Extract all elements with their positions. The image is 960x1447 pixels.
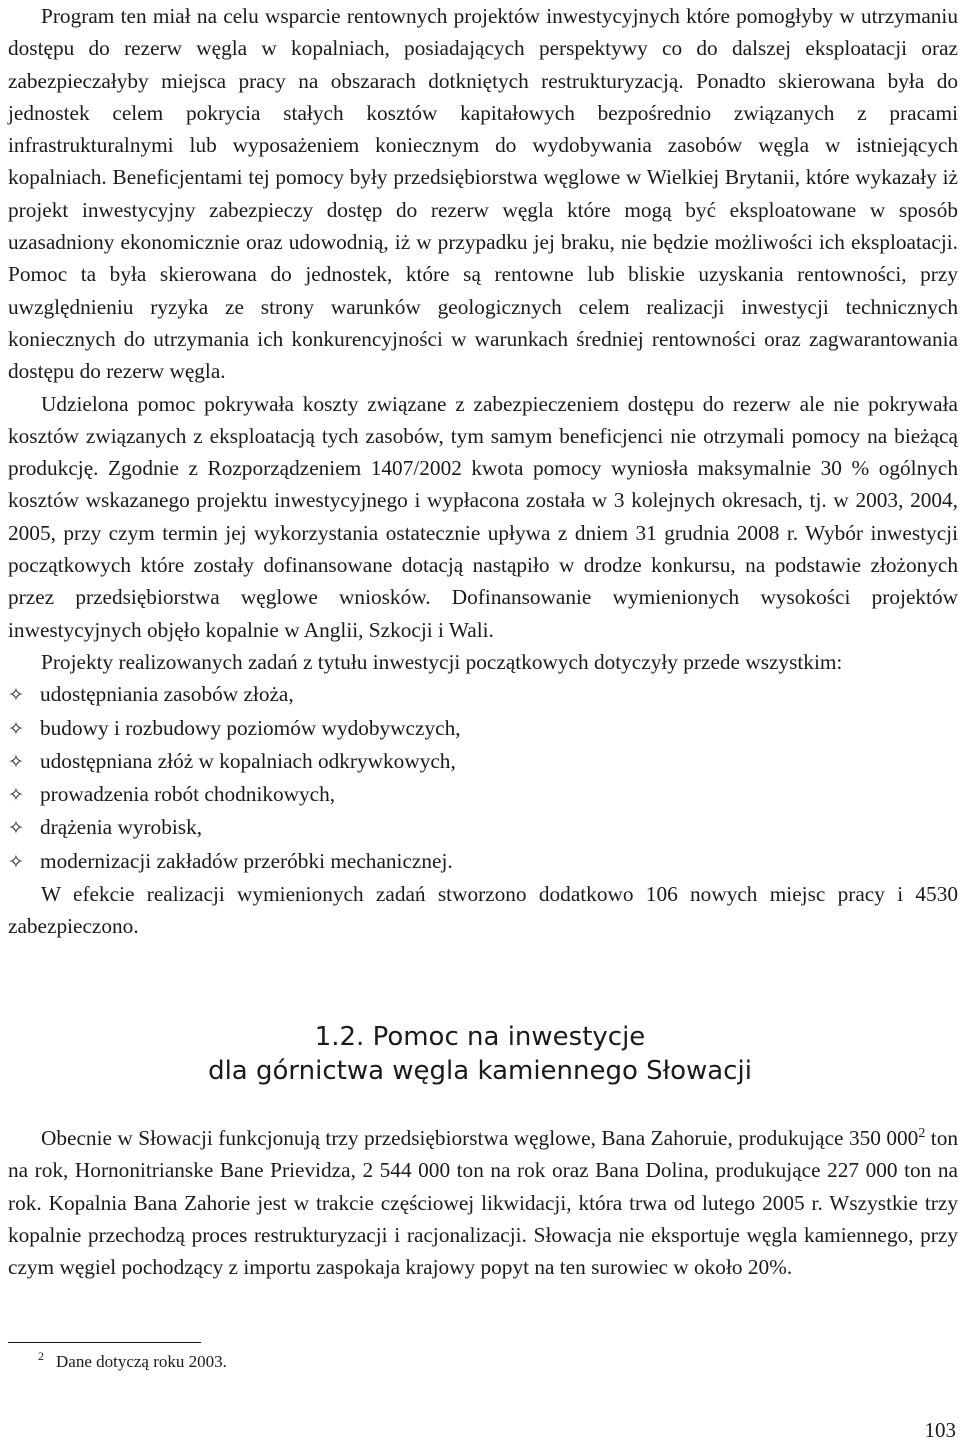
four-pointed-star-icon: ✧	[8, 850, 24, 873]
paragraph-udzielona-pomoc: Udzielona pomoc pokrywała koszty związane z zabezpieczeniem dostępu do rezerw ale nie pokrywała kosztów związanych z eksploatacją tych zasobów, tym samym beneficjenci nie otrzymali pomocy na bieżącą produkcję. Zgodnie z Rozporządzeniem 1407/2002 kwota pomocy wyniosła maksymalnie 30 % ogólnych kosztów wskazanego projektu inwestycyjnego i wypłacona została w 3 kolejnych okresach, tj. w 2003, 2004, 2005, przy czym termin jej wykorzystania ostatecznie upływa z dniem 31 grudnia 2008 r. Wybór inwestycji początkowych które zostały dofinansowane dotacją nastąpiło w drodze konkursu, na podstawie złożonych przez przedsiębiorstwa węglowe wniosków. Dofinansowanie wymienionych wysokości projektów inwestycyjnych objęło kopalnie w Anglii, Szkocji i Wali.	[8, 391, 958, 642]
footnote-text: Dane dotyczą roku 2003.	[56, 1352, 227, 1371]
paragraph-slowacja	[8, 1122, 958, 1283]
paragraph-program: Program ten miał na celu wsparcie rentownych projektów inwestycyjnych które pomogłyby w utrzymaniu dostępu do rezerw węgla w kopalniach, posiadających perspektywy co do dalszej eksploatacji oraz zabezpieczałyby miejsca pracy na obszarach dotkniętych restrukturyzacją. Ponadto skierowana była do jednostek celem pokrycia stałych kosztów kapitałowych bezpośrednio związanych z pracami infrastrukturalnymi lub wyposażeniem koniecznym do wydobywania zasobów węgla w istniejących kopalniach. Beneficjentami tej pomocy były przedsiębiorstwa węglowe w Wielkiej Brytanii, które wykazały iż projekt inwestycyjny zabezpieczy dostęp do rezerw węgla które mogą być eksploatowane w sposób uzasadniony ekonomicznie oraz udowodnią, iż w przypadku jej braku, nie będzie możliwości ich eksploatacji. Pomoc ta była skierowana do jednostek, które są rentowne lub bliskie uzyskania rentowności, przy uwzględnieniu ryzyka ze strony warunków geologicznych celem realizacji inwestycji technicznych koniecznych do utrzymania ich konkurencyjności w warunkach średniej rentowności oraz zagwarantowania dostępu do rezerw węgla.	[8, 4, 958, 384]
bullet-list	[8, 678, 958, 878]
list-item	[8, 778, 958, 811]
section-heading-line-2: dla górnictwa węgla kamiennego Słowacji	[208, 1056, 752, 1086]
paragraph-projekty-intro: Projekty realizowanych zadań z tytułu inwestycji początkowych dotyczyły przede wszystkim:	[41, 649, 843, 674]
body-text-top	[8, 0, 958, 943]
section-heading-line-1: 1.2. Pomoc na inwestycje	[314, 1022, 646, 1052]
list-item-text: modernizacji zakładów przeróbki mechanicznej.	[40, 848, 453, 873]
list-item-text: budowy i rozbudowy poziomów wydobywczych,	[40, 715, 461, 740]
body-text-section	[8, 1122, 958, 1283]
footnote-reference[interactable]: 2	[918, 1126, 926, 1141]
list-item	[8, 745, 958, 778]
footnote-divider	[8, 1342, 201, 1343]
list-item-text: drążenia wyrobisk,	[40, 815, 203, 840]
footnote	[38, 1350, 227, 1375]
list-item	[8, 712, 958, 745]
four-pointed-star-icon: ✧	[8, 717, 24, 740]
section-heading	[0, 1020, 960, 1088]
four-pointed-star-icon: ✧	[8, 817, 24, 840]
list-item	[8, 845, 958, 878]
list-item-text: udostępniana złóż w kopalniach odkrywkowych,	[40, 748, 456, 773]
list-item	[8, 678, 958, 711]
four-pointed-star-icon: ✧	[8, 750, 24, 773]
page-number: 103	[924, 1418, 956, 1442]
four-pointed-star-icon: ✧	[8, 684, 24, 707]
paragraph-efekt: W efekcie realizacji wymienionych zadań stworzono dodatkowo 106 nowych miejsc pracy i 4530 zabezpieczono.	[8, 882, 958, 939]
list-item-text: udostępniania zasobów złoża,	[40, 682, 294, 707]
footnote-number: 2	[38, 1349, 44, 1363]
list-item-text: prowadzenia robót chodnikowych,	[40, 782, 336, 807]
list-item	[8, 811, 958, 844]
paragraph-slowacja-part-1: Obecnie w Słowacji funkcjonują trzy przedsiębiorstwa węglowe, Bana Zahoruie, produkujące 350 000	[41, 1126, 919, 1150]
paragraph-slowacja-part-2: ton na rok, Hornonitrianske Bane Prievidza, 2 544 000 ton na rok oraz Bana Dolina, produkujące 227 000 ton na rok. Kopalnia Bana Zahorie jest w trakcie częściowej likwidacji, która trwa od lutego 2005 r. Wszystkie trzy kopalnie przechodzą proces restrukturyzacji i racjonalizacji. Słowacja nie eksportuje węgla kamiennego, przy czym węgiel pochodzący z importu zaspokaja krajowy popyt na ten surowiec w około 20%.	[8, 1126, 958, 1280]
four-pointed-star-icon: ✧	[8, 784, 24, 807]
